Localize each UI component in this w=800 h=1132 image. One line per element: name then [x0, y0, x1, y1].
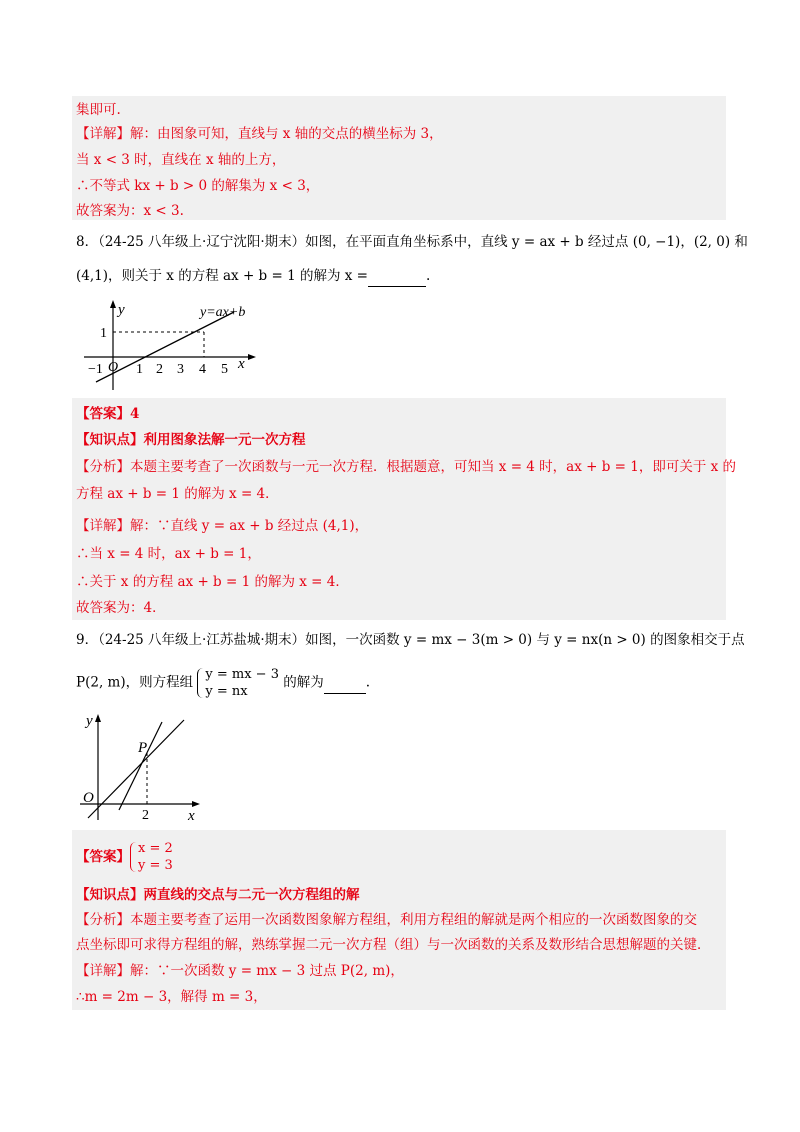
q9-origin-label: O [83, 790, 94, 806]
q9-x-tick-2: 2 [142, 808, 149, 822]
q8-x-tick-neg1: −1 [88, 362, 103, 377]
q9-answer-blank [324, 673, 366, 694]
q8-line-label: y=ax+b [200, 305, 246, 320]
q8-stem-line-1: 8．（24-25 八年级上·辽宁沈阳·期末）如图，在平面直角坐标系中，直线 y = ax + b 经过点 (0, −1)，(2, 0) 和 [76, 234, 748, 250]
q9-stem-line-1: 9．（24-25 八年级上·江苏盐城·期末）如图，一次函数 y = mx − 3(m > 0) 与 y = nx(n > 0) 的图象相交于点 [76, 632, 745, 648]
q7-detail-3: ∴不等式 kx + b > 0 的解集为 x < 3， [76, 178, 320, 194]
q7-detail-2: 当 x < 3 时，直线在 x 轴的上方， [76, 152, 286, 168]
q9-analysis-1: 【分析】本题主要考查了运用一次函数图象解方程组，利用方程组的解就是两个相应的一次函数图象的交 [76, 912, 697, 928]
q9-detail-1: 【详解】解：∵一次函数 y = mx − 3 过点 P(2, m)， [76, 963, 404, 979]
q8-y-axis-label: y [118, 302, 125, 318]
q8-x-tick-5: 5 [221, 362, 228, 377]
q8-y-tick-1: 1 [100, 326, 107, 341]
q8-x-axis-label: x [238, 356, 245, 372]
q9-stem-end: . [365, 674, 371, 691]
q8-answer-blank [368, 266, 426, 287]
q8-detail-1: 【详解】解：∵直线 y = ax + b 经过点 (4,1)， [76, 518, 369, 534]
q9-system-row-1: y = mx − 3 [205, 667, 279, 682]
q8-stem-line-2 [76, 266, 430, 287]
q8-x-tick-1: 1 [136, 362, 143, 377]
q9-equation-system [197, 666, 279, 700]
q9-detail-2: ∴m = 2m − 3，解得 m = 3， [76, 989, 267, 1005]
q9-x-axis-label: x [188, 808, 195, 822]
q9-answer [76, 840, 173, 874]
q8-knowledge: 【知识点】利用图象法解一元一次方程 [76, 432, 306, 448]
q8-final: 故答案为：4． [76, 600, 166, 616]
q8-detail-3: ∴关于 x 的方程 ax + b = 1 的解为 x = 4． [76, 574, 349, 590]
q7-tail: 集即可. [76, 102, 121, 118]
q9-y-axis-label: y [86, 713, 93, 729]
q9-system-row-2: y = nx [205, 684, 248, 699]
q8-answer: 【答案】4 [76, 406, 140, 422]
q8-analysis-2: 方程 ax + b = 1 的解为 x = 4． [76, 486, 279, 502]
q9-stem-text: P(2, m)，则方程组 [76, 674, 194, 691]
q8-analysis-1: 【分析】本题主要考查了一次函数与一元一次方程．根据题意，可知当 x = 4 时，ax + b = 1，即可关于 x 的 [76, 459, 737, 475]
q8-stem-end: . [425, 268, 431, 284]
q8-stem-text: (4,1)，则关于 x 的方程 ax + b = 1 的解为 x = [76, 268, 368, 284]
q9-stem-line-2 [76, 666, 370, 700]
q8-graph [84, 296, 264, 392]
q9-stem-text-2: 的解为 [283, 674, 324, 691]
q9-answer-row-2: y = 3 [138, 858, 173, 873]
q9-analysis-2: 点坐标即可求得方程组的解，熟练掌握二元一次方程（组）与一次函数的关系及数形结合思想解题的关键． [76, 937, 711, 953]
q9-answer-system [130, 840, 173, 874]
q9-graph [76, 706, 206, 822]
q8-detail-2: ∴当 x = 4 时，ax + b = 1， [76, 546, 261, 562]
q7-final: 故答案为：x < 3. [76, 203, 184, 219]
q9-answer-label: 【答案】 [76, 849, 130, 865]
q9-knowledge: 【知识点】两直线的交点与二元一次方程组的解 [76, 887, 360, 903]
q9-point-label: P [138, 740, 148, 756]
q8-x-tick-2: 2 [156, 362, 163, 377]
q9-answer-row-1: x = 2 [138, 841, 173, 856]
q8-x-tick-4: 4 [199, 362, 206, 377]
q7-detail-1: 【详解】解：由图象可知，直线与 x 轴的交点的横坐标为 3， [76, 126, 443, 142]
q8-x-tick-3: 3 [177, 362, 184, 377]
q8-origin-label: O [108, 360, 119, 375]
